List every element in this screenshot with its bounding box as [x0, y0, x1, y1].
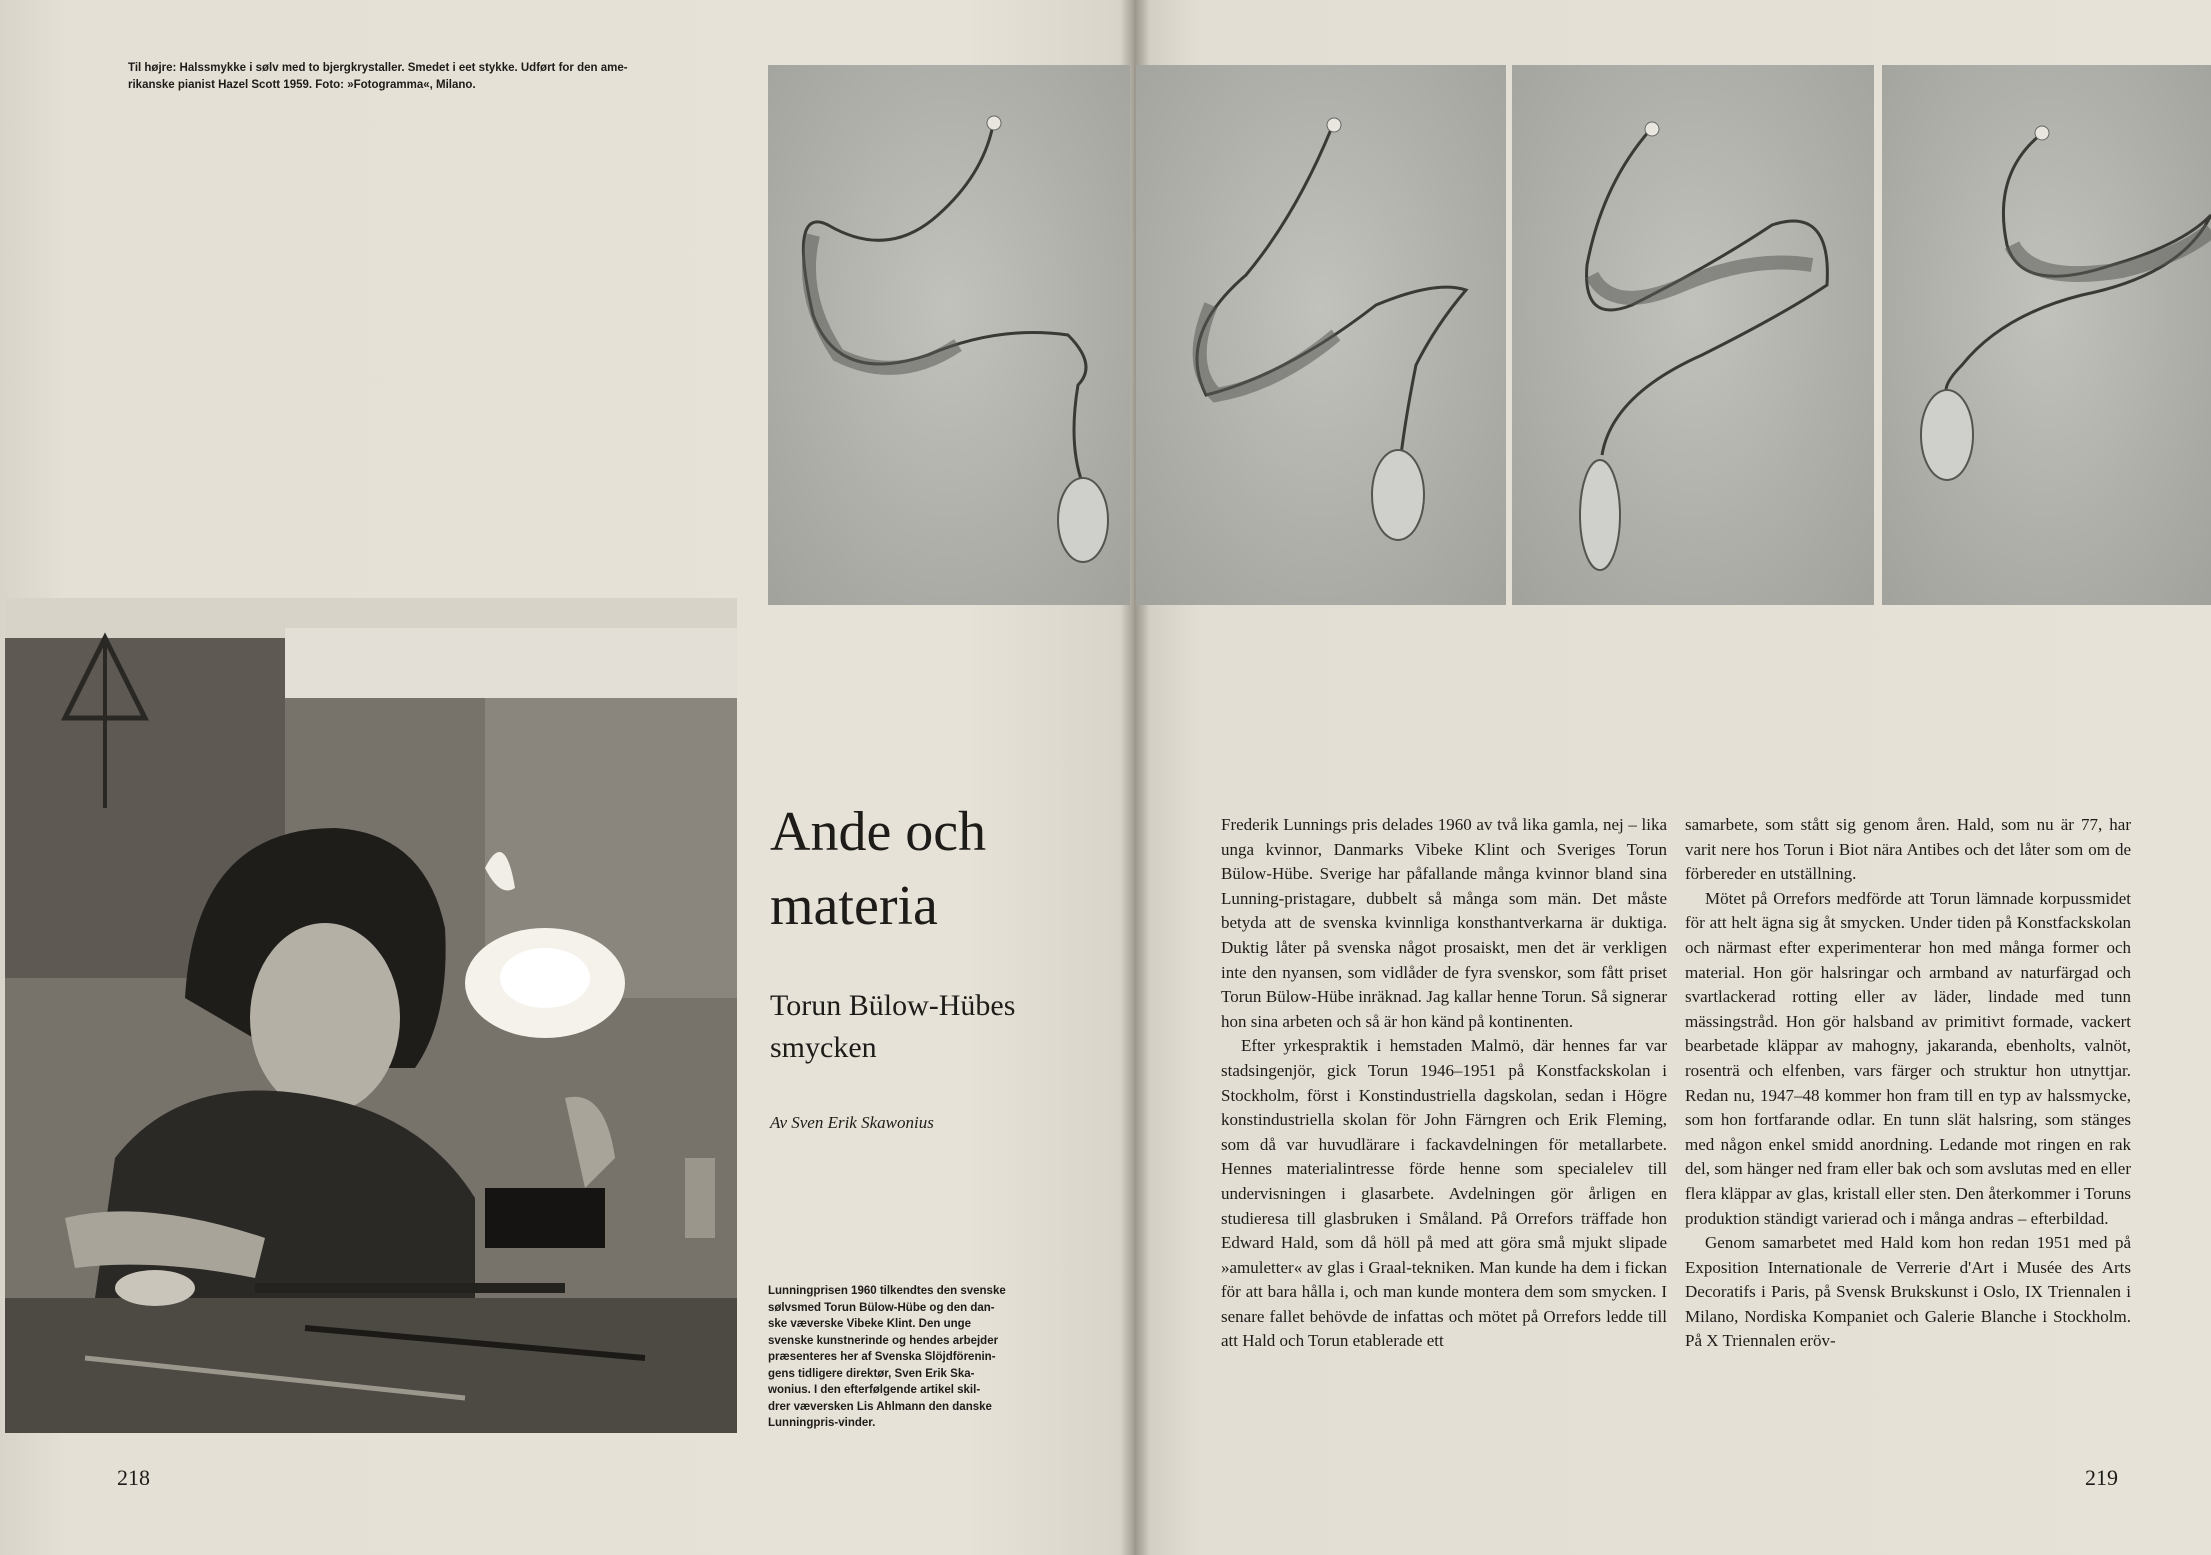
body-paragraph: samarbete, som stått sig genom åren. Hald, som nu är 77, har varit nere hos Torun i Biot nära Antibes och det låter som om de förbereder en utställning. — [1685, 815, 2131, 884]
body-paragraph: Efter yrkespraktik i hemstaden Malmö, där hennes far var stadsingenjör, gick Torun 1946–1951 på Konstfackskolan i Stockholm, först i Konstindustriella dagskolan, sedan i Högre konstindustriella skolan för John Färngren och Erik Fleming, som då var huvudlärare i fackavdelningen för metallarbete. Hennes materialintresse förde henne som specialelev till undervisningen i glasarbete. Avdelningen gör årligen en studieresa till glasbruken i Småland. På Orrefors träffade hon Edward Hald, som då höll på med att göra små mjukt slipade »amuletter« av glas i Graal-tekniken. Man kunde ha dem i fickan för att bara hålla i, och man kunde montera dem som smycken. I senare fallet behövde de infattas och mötet på Orrefors ledde till att Hald och Torun etablerade ett — [1221, 1036, 1667, 1351]
intro-caption — [768, 1283, 1068, 1432]
caption-line: ske væverske Vibeke Klint. Den unge — [768, 1318, 972, 1330]
necklace-photo-1 — [768, 65, 1130, 605]
caption-line: rikanske pianist Hazel Scott 1959. Foto: »Fotogramma«, Milano. — [128, 79, 476, 91]
necklace-photo-2 — [1136, 65, 1506, 605]
necklace-photo-3 — [1512, 65, 1874, 605]
title-line: materia — [770, 875, 938, 937]
subtitle-line: Torun Bülow-Hübes — [770, 989, 1016, 1022]
caption-line: præsenteres her af Svenska Slöjdförenin- — [768, 1351, 996, 1363]
article-byline: Av Sven Erik Skawonius — [770, 1113, 934, 1132]
body-paragraph: Mötet på Orrefors medförde att Torun lämnade korpussmidet för att helt ägna sig åt smycken. Under tiden på Konstfackskolan och närmast efter experimenterar hon med många former och material. Hon gör halsringar och armband av naturfärgad och svartlackerad rotting eller av läder, lindade med tunn mässingstråd. Hon gör halsband av primitivt formade, vackert bearbetade kläppar av mahogny, jakaranda, ebenholts, valnöt, rosenträ och elfenben, vars färger och struktur hon utnyttjar. Redan nu, 1947–48 kommer hon fram till en typ av halssmycke, som hon fortfarande odlar. En tunn slät halsring, som stänges med någon enkel smidd anordning. Ledande mot ringen en rak del, som hänger ned fram eller bak och som avslutas med en eller flera kläppar av glas, kristall eller sten. Den återkommer i Toruns produktion ständigt varierad och i många andras – efterbildad. — [1685, 888, 2131, 1228]
body-paragraph: Genom samarbetet med Hald kom hon redan 1951 med på Exposition Internationale de Verrerie d'Art i Musée des Arts Decoratifs i Paris, på Svensk Brukskunst i Oslo, IX Triennalen i Milano, Nordiska Kompaniet och Galerie Blanche i Stockholm. På X Triennalen eröv- — [1685, 1233, 2131, 1351]
caption-line: Lunningpris-vinder. — [768, 1417, 876, 1429]
article-title — [770, 795, 986, 943]
artist-photo — [5, 598, 737, 1433]
article-subtitle — [770, 985, 1015, 1069]
photo-caption-top — [128, 60, 738, 94]
body-paragraph: Frederik Lunnings pris delades 1960 av två lika gamla, nej – lika unga kvinnor, Danmarks Vibeke Klint och Sveriges Torun Bülow-Hübe. Sverige har påfallande många kvinnor bland sina Lunning-pristagare, dubbelt så många som män. Det måste betyda att de svenska kvinnliga konsthantverkarna är duktiga. Duktig låter på svenska något prosaiskt, men det är verkligen inte den nyansen, som vidlåder de fyra svenskor, som fått priset Torun Bülow-Hübe inräknad. Jag kallar henne Torun. Så signerar hon sina arbeten och så är hon känd på kontinenten. — [1221, 815, 1667, 1031]
caption-line: svenske kunstnerinde og hendes arbejder — [768, 1334, 999, 1347]
caption-line: Til højre: Halssmykke i sølv med to bjergkrystaller. Smedet i eet stykke. Udført for den ame- — [128, 62, 628, 74]
necklace-photo-4 — [1882, 65, 2211, 605]
subtitle-line: smycken — [770, 1031, 877, 1064]
caption-line: Lunningprisen 1960 tilkendtes den svenske — [768, 1285, 1006, 1297]
page-number-right: 219 — [2085, 1465, 2118, 1490]
body-column-2 — [1685, 813, 2131, 1354]
title-line: Ande och — [770, 801, 987, 863]
caption-line: wonius. I den efterfølgende artikel skil- — [768, 1384, 981, 1396]
page-number-left: 218 — [117, 1465, 150, 1490]
caption-line: drer væversken Lis Ahlmann den danske — [768, 1400, 992, 1413]
body-column-1 — [1221, 813, 1667, 1354]
caption-line: sølvsmed Torun Bülow-Hübe og den dan- — [768, 1301, 995, 1314]
caption-line: gens tidligere direktør, Sven Erik Ska- — [768, 1367, 975, 1380]
